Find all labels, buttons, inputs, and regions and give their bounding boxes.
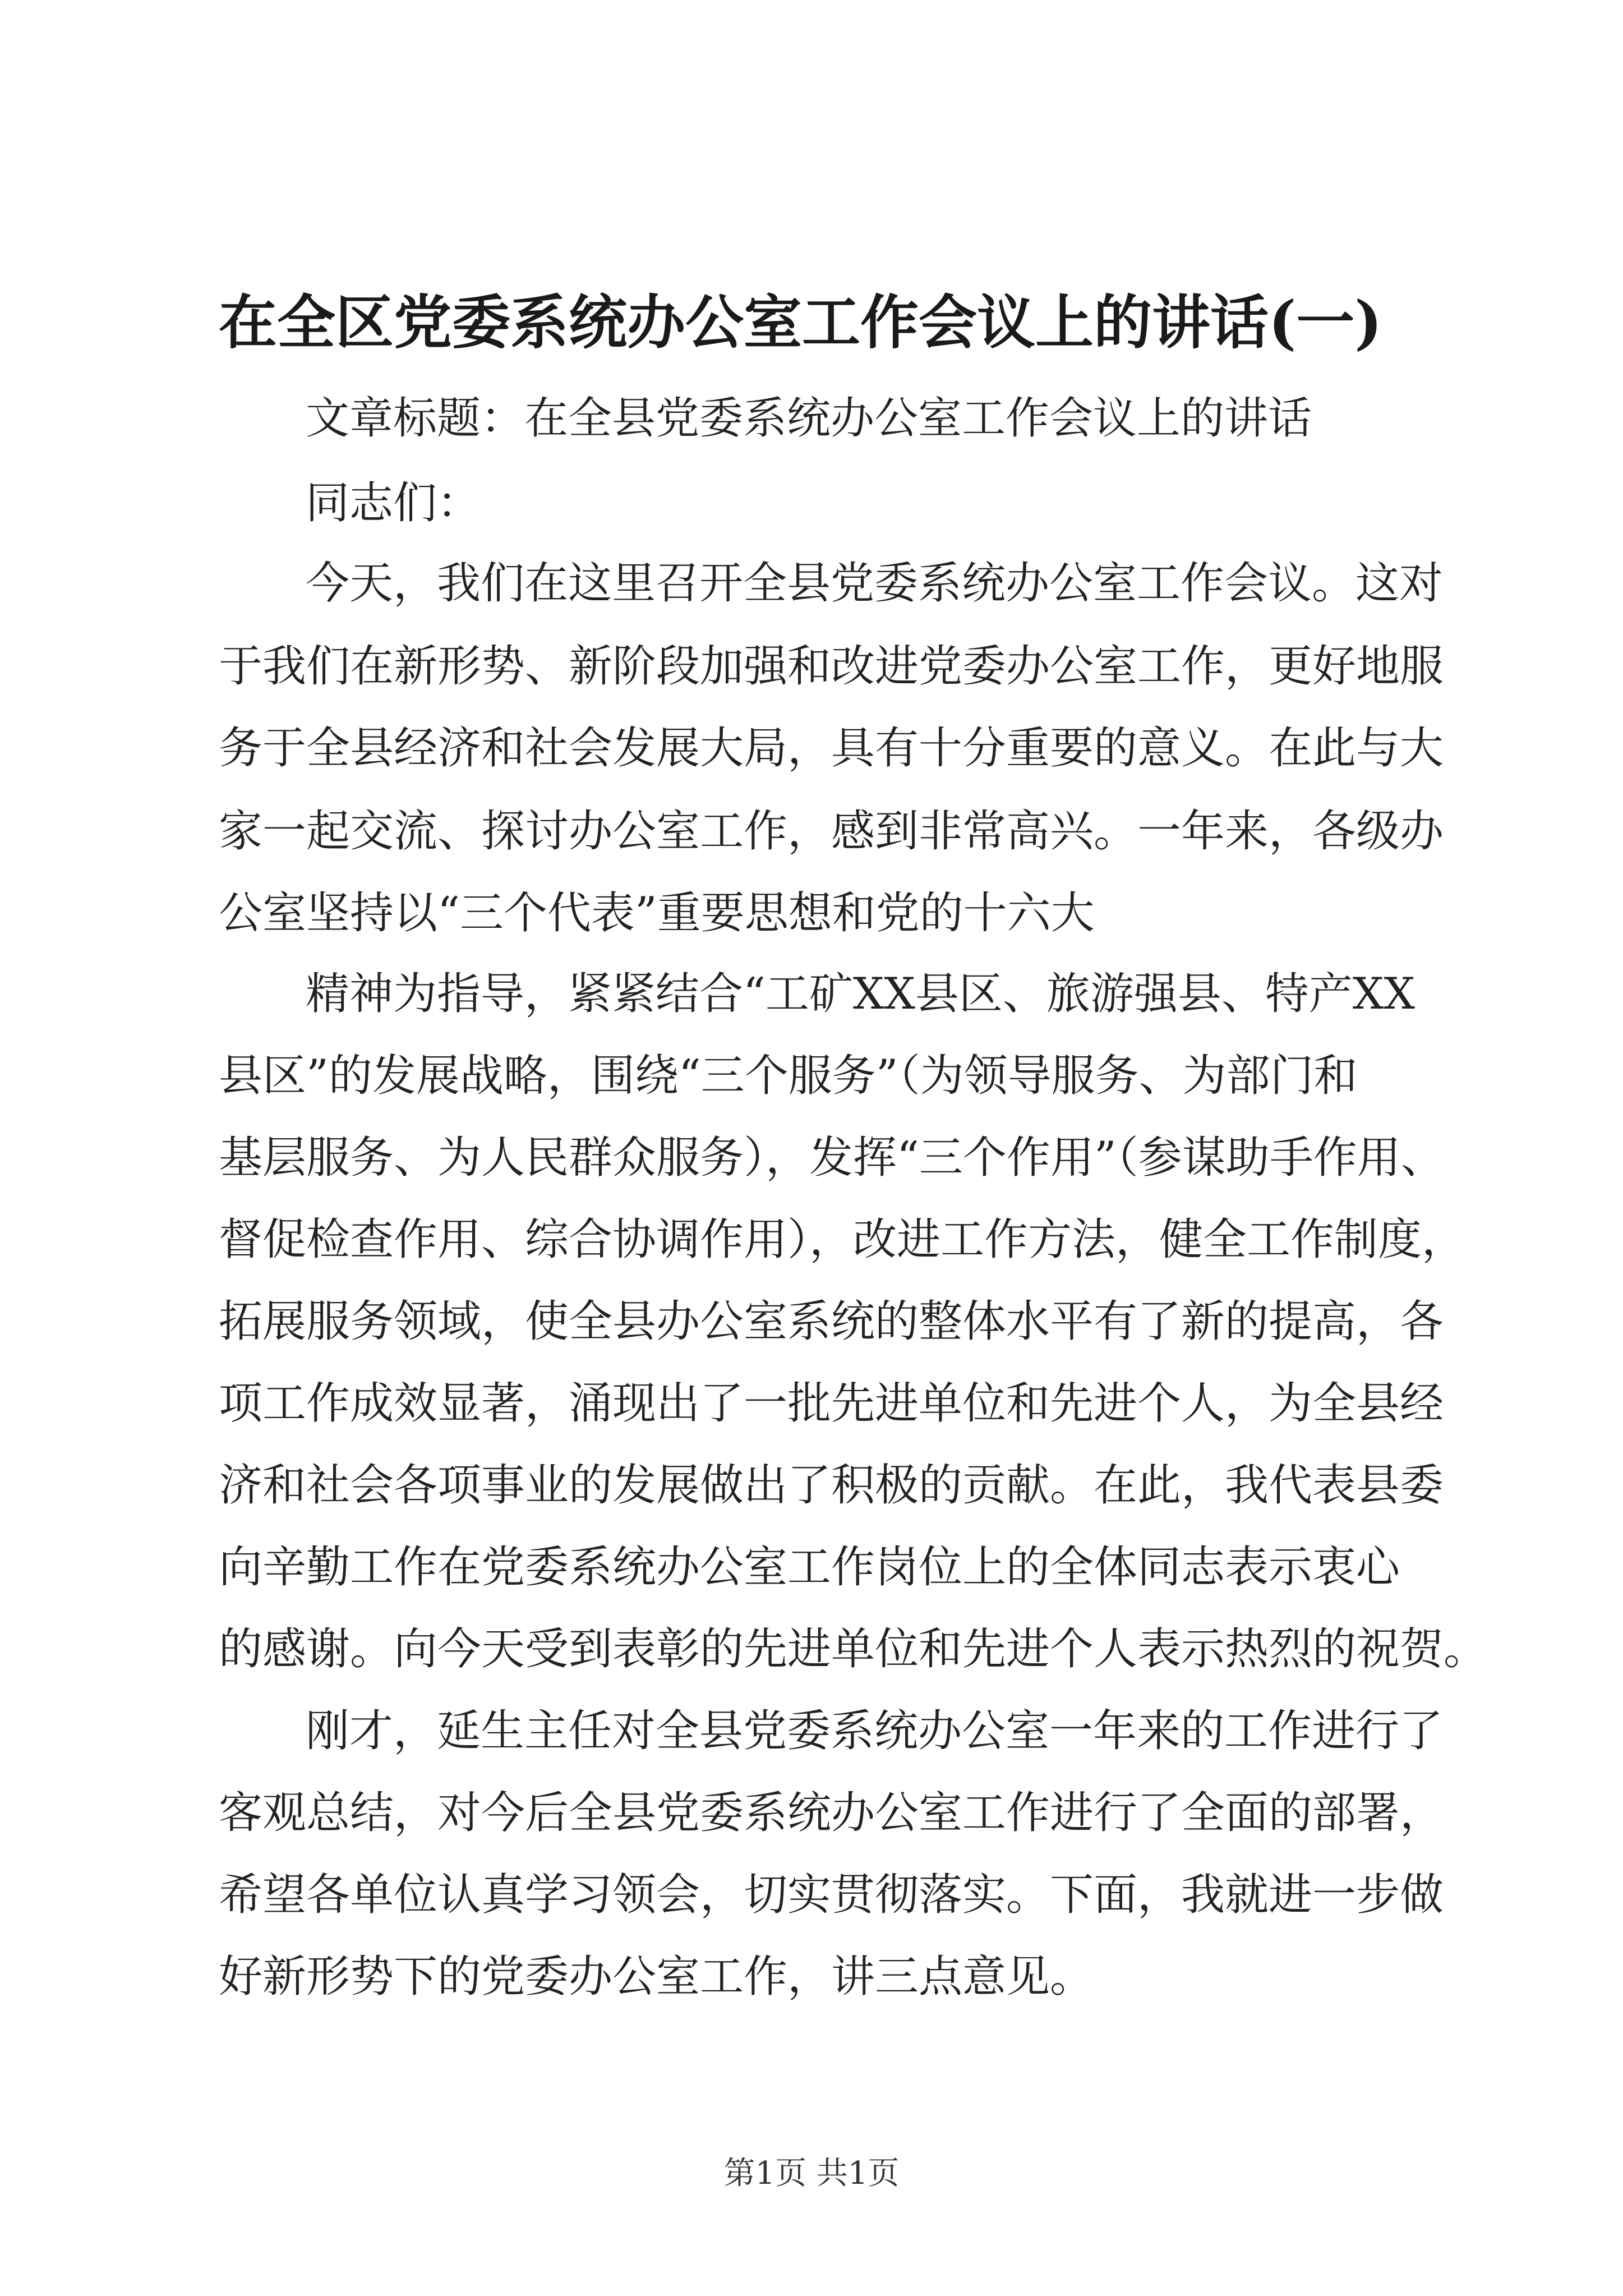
text-line: 的感谢。向今天受到表彰的先进单位和先进个人表示热烈的祝贺。 [219, 1624, 1488, 1674]
text-line: 文章标题：在全县党委系统办公室工作会议上的讲话 [306, 393, 1312, 444]
text-line: 好新形势下的党委办公室工作，讲三点意见。 [219, 1952, 1094, 2002]
document-title: 在全区党委系统办公室工作会议上的讲话(一) [219, 288, 1382, 357]
text-line: 家一起交流、探讨办公室工作，感到非常高兴。一年来，各级办 [219, 806, 1444, 857]
text-line: 精神为指导，紧紧结合“工矿XX县区、旅游强县、特产XX [306, 969, 1415, 1019]
text-line: 督促检查作用、综合协调作用），改进工作方法，健全工作制度， [219, 1214, 1466, 1265]
text-line: 项工作成效显著，涌现出了一批先进单位和先进个人，为全县经 [219, 1378, 1444, 1429]
text-line: 于我们在新形势、新阶段加强和改进党委办公室工作，更好地服 [219, 641, 1444, 692]
text-line: 同志们： [306, 478, 481, 528]
text-line: 客观总结，对今后全县党委系统办公室工作进行了全面的部署， [219, 1788, 1444, 1838]
text-line: 公室坚持以“三个代表”重要思想和党的十六大 [219, 888, 1095, 938]
text-line: 济和社会各项事业的发展做出了积极的贡献。在此，我代表县委 [219, 1460, 1444, 1511]
text-line: 拓展服务领域，使全县办公室系统的整体水平有了新的提高，各 [219, 1296, 1444, 1347]
page-footer: 第1页 共1页 [723, 2155, 900, 2192]
text-line: 基层服务、为人民群众服务），发挥“三个作用”（参谋助手作用、 [219, 1133, 1445, 1183]
text-line: 今天，我们在这里召开全县党委系统办公室工作会议。这对 [306, 558, 1444, 609]
text-line: 向辛勤工作在党委系统办公室工作岗位上的全体同志表示衷心 [219, 1542, 1400, 1593]
text-line: 县区”的发展战略，围绕“三个服务”（为领导服务、为部门和 [219, 1051, 1358, 1101]
text-line: 希望各单位认真学习领会，切实贯彻落实。下面，我就进一步做 [219, 1870, 1444, 1920]
text-line: 刚才，延生主任对全县党委系统办公室一年来的工作进行了 [306, 1706, 1444, 1756]
text-line: 务于全县经济和社会发展大局，具有十分重要的意义。在此与大 [219, 723, 1444, 774]
